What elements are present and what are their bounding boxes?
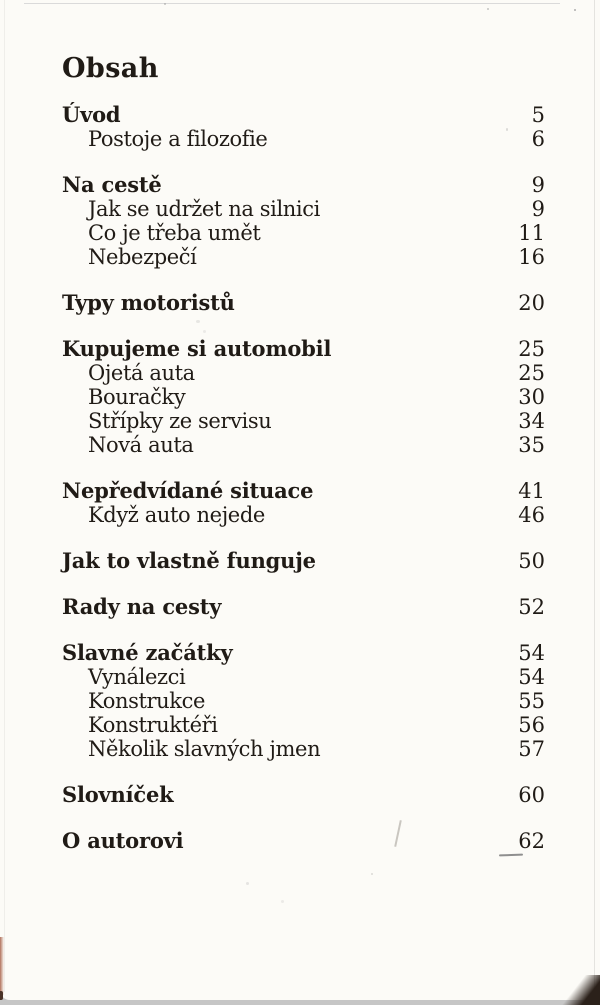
dust-speck [281, 900, 284, 903]
toc-section-heading-row [62, 479, 545, 503]
toc-section [62, 291, 545, 315]
table-of-contents [62, 55, 545, 875]
scan-corner-bottom-left [0, 991, 3, 1000]
item-page: 30 [518, 385, 545, 409]
dust-speck [487, 8, 489, 10]
section-page: 20 [518, 291, 545, 315]
item-label: Jak se udržet na silnici [88, 197, 320, 221]
toc-section [62, 173, 545, 269]
item-label: Konstrukce [88, 689, 205, 713]
section-page: 54 [518, 641, 545, 665]
toc-sections [62, 103, 545, 853]
page-edge-smudge [0, 937, 4, 995]
dust-speck [164, 3, 166, 5]
section-title: Úvod [62, 102, 121, 127]
toc-item-row [62, 197, 545, 221]
toc-section-heading-row [62, 595, 545, 619]
section-page: 25 [518, 337, 545, 361]
section-page: 41 [518, 479, 545, 503]
toc-section [62, 829, 545, 853]
item-page: 9 [531, 197, 545, 221]
toc-section [62, 103, 545, 151]
section-title: Slavné začátky [62, 640, 233, 665]
section-page: 5 [531, 103, 545, 127]
section-items [62, 127, 545, 151]
item-page: 35 [518, 433, 545, 457]
scan-edge-left [4, 0, 5, 992]
section-page: 60 [518, 783, 545, 807]
item-label: Postoje a filozofie [88, 127, 268, 151]
item-label: Střípky ze servisu [88, 409, 272, 433]
item-label: Ojetá auta [88, 361, 195, 385]
item-label: Když auto nejede [88, 503, 265, 527]
toc-item-row [62, 361, 545, 385]
item-label: Bouračky [88, 385, 186, 409]
toc-section [62, 479, 545, 527]
toc-item-row [62, 409, 545, 433]
toc-item-row [62, 713, 545, 737]
section-items [62, 665, 545, 761]
toc-item-row [62, 665, 545, 689]
section-page: 52 [518, 595, 545, 619]
toc-item-row [62, 127, 545, 151]
toc-item-row [62, 689, 545, 713]
item-label: Nebezpečí [88, 245, 197, 269]
section-title: Typy motoristů [62, 290, 235, 315]
scan-corner-bottom-right [562, 975, 600, 1005]
toc-section-heading-row [62, 829, 545, 853]
toc-section-heading-row [62, 641, 545, 665]
item-label: Vynálezci [88, 665, 186, 689]
section-title: Nepředvídané situace [62, 478, 314, 503]
item-label: Co je třeba umět [88, 221, 261, 245]
section-items [62, 361, 545, 457]
section-items [62, 197, 545, 269]
section-title: Kupujeme si automobil [62, 336, 332, 361]
toc-section [62, 549, 545, 573]
scan-edge-right [594, 0, 595, 992]
toc-item-row [62, 737, 545, 761]
toc-item-row [62, 385, 545, 409]
dust-speck [246, 882, 249, 885]
item-label: Nová auta [88, 433, 194, 457]
dust-speck [574, 9, 576, 11]
toc-item-row [62, 245, 545, 269]
toc-item-row [62, 433, 545, 457]
item-label: Konstruktéři [88, 713, 218, 737]
toc-section [62, 641, 545, 761]
toc-item-row [62, 503, 545, 527]
toc-section-heading-row [62, 173, 545, 197]
toc-section [62, 595, 545, 619]
item-page: 6 [531, 127, 545, 151]
section-page: 9 [531, 173, 545, 197]
section-title: Slovníček [62, 782, 174, 807]
toc-item-row [62, 221, 545, 245]
toc-section-heading-row [62, 549, 545, 573]
section-title: Rady na cesty [62, 594, 222, 619]
item-page: 11 [518, 221, 545, 245]
item-page: 54 [518, 665, 545, 689]
toc-section [62, 783, 545, 807]
section-title: Na cestě [62, 172, 162, 197]
scan-edge-top [24, 3, 560, 4]
toc-section-heading-row [62, 291, 545, 315]
toc-section-heading-row [62, 337, 545, 361]
section-page: 62 [518, 829, 545, 853]
item-label: Několik slavných jmen [88, 737, 321, 761]
toc-section-heading-row [62, 103, 545, 127]
item-page: 56 [518, 713, 545, 737]
section-page: 50 [518, 549, 545, 573]
page-title: Obsah [62, 53, 159, 84]
item-page: 25 [518, 361, 545, 385]
item-page: 55 [518, 689, 545, 713]
item-page: 57 [518, 737, 545, 761]
item-page: 34 [518, 409, 545, 433]
toc-section [62, 337, 545, 457]
item-page: 16 [518, 245, 545, 269]
section-items [62, 503, 545, 527]
toc-section-heading-row [62, 783, 545, 807]
item-page: 46 [518, 503, 545, 527]
section-title: Jak to vlastně funguje [62, 548, 316, 573]
section-title: O autorovi [62, 828, 184, 853]
